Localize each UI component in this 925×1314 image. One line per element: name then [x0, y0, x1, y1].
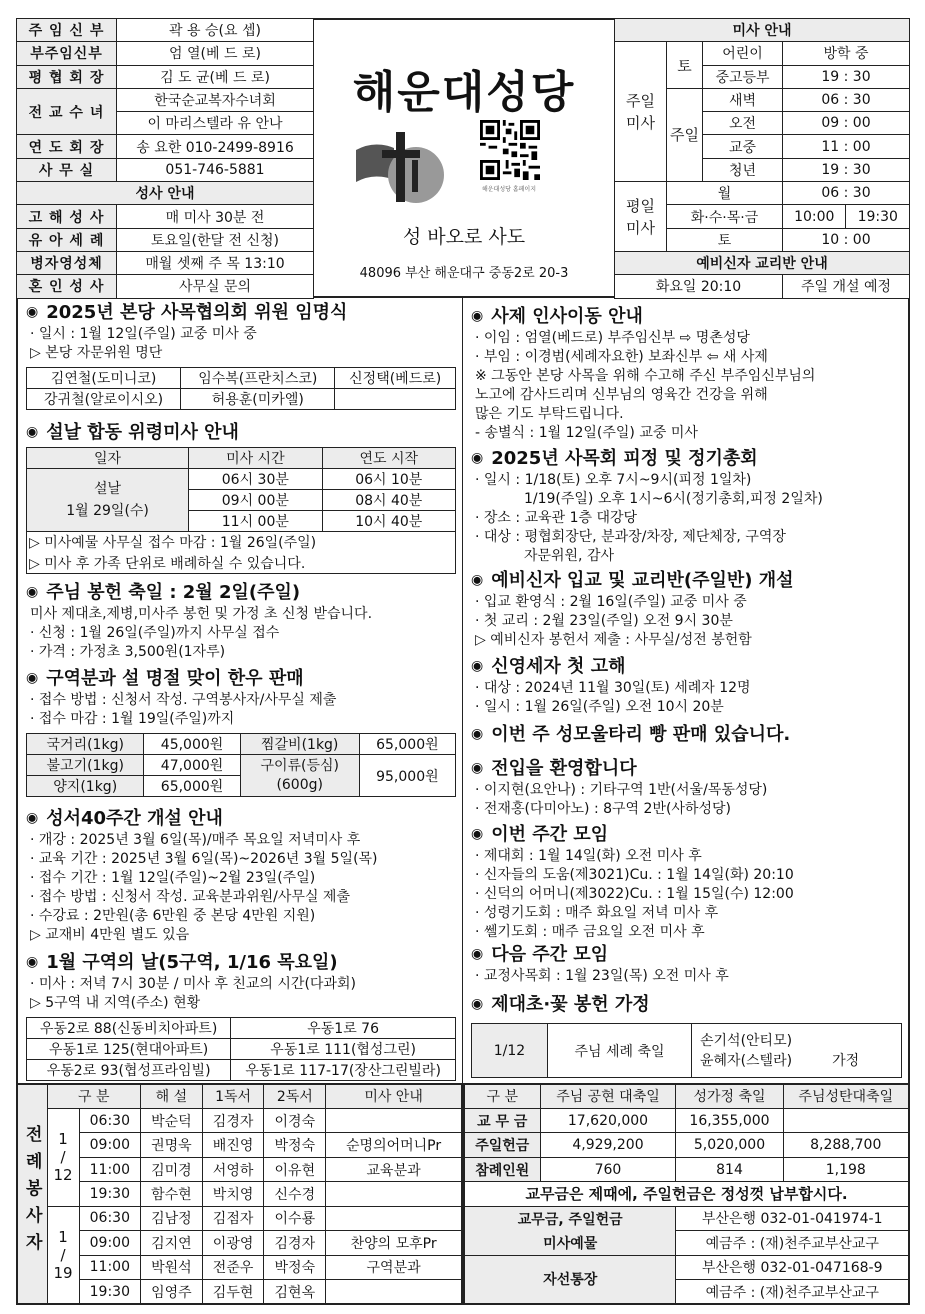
service-date: 1 / 12 [47, 1108, 79, 1206]
bullet-icon: ◉ [471, 996, 484, 1012]
bullet-icon: ◉ [26, 810, 39, 826]
sacrament-key: 유 아 세 례 [17, 228, 117, 251]
mass-name: 오전 [703, 112, 783, 135]
server-name: 박정숙 [264, 1133, 326, 1157]
sacrament-value: 토요일(한달 전 신청) [117, 228, 314, 251]
section-beef-sale [26, 666, 456, 797]
saturday-label: 토 [667, 42, 703, 89]
amount: 4,929,200 [540, 1133, 676, 1157]
mass-time: 06시 30분 [189, 469, 322, 490]
row-label: 주일헌금 [464, 1133, 540, 1157]
amount: 5,020,000 [676, 1133, 783, 1157]
line: · 일시 : 1월 26일(주일) 오전 10시 20분 [475, 699, 724, 715]
account-label: 교무금, 주일헌금 [464, 1206, 676, 1230]
server-name: 박정숙 [264, 1255, 326, 1279]
mass-time: 06 : 30 [783, 88, 910, 111]
beef-price-table [26, 733, 456, 797]
bullet-icon: ◉ [471, 572, 484, 588]
line: 노고에 감사드리며 신부님의 영육간 건강을 위해 [475, 387, 768, 403]
amount: 8,288,700 [783, 1133, 909, 1157]
line: · 입교 환영식 : 2월 16일(주일) 교중 미사 중 [475, 594, 747, 610]
product-name: 불고기(1kg) [27, 755, 144, 776]
line: · 접수 방법 : 신청서 작성. 구역봉사자/사무실 제출 [30, 692, 337, 708]
mass-guide [326, 1206, 462, 1230]
offering-table [471, 1023, 902, 1078]
staff-key: 주 임 신 부 [17, 19, 117, 42]
offering-family: 가정 [832, 1052, 860, 1069]
count: 1,198 [783, 1157, 909, 1181]
line: - 송별식 : 1월 12일(주일) 교중 미사 [475, 425, 698, 441]
server-name: 권명욱 [141, 1133, 203, 1157]
bullet-icon: ◉ [26, 954, 39, 970]
servers-label: 전례봉사자 [21, 1124, 42, 1260]
weekday-mass-label: 평일 미사 [615, 182, 667, 252]
line: 미사 제대초,제병,미사주 봉헌 및 가정 초 신청 받습니다. [30, 606, 373, 622]
account-holder: 예금주 : (재)천주교부산교구 [676, 1280, 909, 1305]
product-name: 국거리(1kg) [27, 734, 144, 755]
col-header: 구 분 [464, 1084, 540, 1108]
mass-name: 청년 [703, 158, 783, 181]
area-address: 우동1로 125(현대아파트) [27, 1039, 231, 1060]
mass-name: 어린이 [703, 42, 783, 65]
line: · 신덕의 어머니(제3022)Cu. : 1월 15일(수) 12:00 [475, 886, 794, 902]
sacrament-key: 고 해 성 사 [17, 205, 117, 228]
area-address: 우동1로 111(협성그린) [231, 1039, 456, 1060]
catechumen-time: 화요일 20:10 [615, 275, 783, 298]
bullet-icon: ◉ [471, 826, 484, 842]
line: ▷ 예비신자 봉헌서 제출 : 사무실/성전 봉헌함 [475, 632, 752, 648]
line: · 가격 : 가정초 3,500원(1자루) [30, 644, 226, 660]
count: 814 [676, 1157, 783, 1181]
line: · 성령기도회 : 매주 화요일 저녁 미사 후 [475, 905, 719, 921]
section-council [26, 300, 456, 410]
service-time: 19:30 [79, 1182, 140, 1206]
col-header: 일자 [27, 448, 189, 469]
section-next-week [471, 942, 902, 986]
amount [783, 1108, 909, 1132]
server-name: 이수룡 [264, 1206, 326, 1230]
bullet-icon: ◉ [471, 308, 484, 324]
product-name: (600g) [276, 776, 323, 793]
advisor-name: 임수복(프란치스코) [181, 368, 335, 389]
service-time: 09:00 [79, 1231, 140, 1255]
line: · 접수 기간 : 1월 12일(주일)~2월 23일(주일) [30, 870, 316, 886]
note: ▷ 미사 후 가족 단위로 배례하실 수 있습니다. [27, 553, 456, 574]
mass-guide [326, 1182, 462, 1206]
service-time: 09:00 [79, 1133, 140, 1157]
section-retreat [471, 446, 902, 566]
line: · 이지현(요안나) : 기타구역 1반(서울/목동성당) [475, 782, 768, 798]
line: ※ 그동안 본당 사목을 위해 수고해 주신 부주임신부님의 [475, 368, 816, 384]
mass-name: 새벽 [703, 88, 783, 111]
memorial-date: 1월 29일(수) [66, 503, 149, 519]
product-name: 찜갈비(1kg) [240, 734, 359, 755]
staff-value: 엄 열(베 드 로) [117, 42, 314, 65]
staff-key: 연 도 회 장 [17, 135, 117, 158]
line: · 미사 : 저녁 7시 30분 / 미사 후 친교의 시간(다과회) [30, 976, 356, 992]
advisor-name: 김연철(도미니코) [27, 368, 181, 389]
section-priest-transfer [471, 304, 902, 443]
section-title: 사제 인사이동 안내 [491, 306, 643, 327]
bank-account: 부산은행 032-01-041974-1 [676, 1206, 909, 1230]
server-name: 박순덕 [141, 1108, 203, 1132]
bullet-icon: ◉ [26, 584, 39, 600]
col-header: 1독서 [202, 1084, 264, 1108]
offering-feast: 주님 세례 축일 [548, 1024, 692, 1078]
mass-guide: 구역분과 [326, 1255, 462, 1279]
line: · 개강 : 2025년 3월 6일(목)/매주 목요일 저녁미사 후 [30, 832, 361, 848]
sacrament-value: 매월 셋째 주 목 13:10 [117, 251, 314, 274]
bullet-icon: ◉ [471, 726, 484, 742]
account-label: 자선통장 [464, 1255, 676, 1304]
line: · 장소 : 교육관 1층 대강당 [475, 510, 638, 526]
liturgy-servers-table [16, 1083, 463, 1305]
server-name: 김현옥 [264, 1280, 326, 1305]
line: 많은 기도 부탁드립니다. [475, 406, 624, 422]
bullet-icon: ◉ [26, 670, 39, 686]
staff-table [16, 18, 314, 299]
product-price: 45,000원 [144, 734, 240, 755]
section-title: 설날 합동 위령미사 안내 [46, 422, 239, 443]
bank-account: 부산은행 032-01-047168-9 [676, 1255, 909, 1279]
section-memorial-mass [26, 420, 456, 574]
line: ▷ 본당 자문위원 명단 [30, 345, 163, 361]
server-name: 배진영 [202, 1133, 264, 1157]
product-price: 95,000원 [359, 755, 455, 797]
line: · 접수 마감 : 1월 19일(주일)까지 [30, 711, 235, 727]
product-price: 65,000원 [144, 776, 240, 797]
col-header: 미사 시간 [189, 448, 322, 469]
server-name: 이광영 [202, 1231, 264, 1255]
product-price: 65,000원 [359, 734, 455, 755]
server-name: 김점자 [202, 1206, 264, 1230]
mass-time: 09시 00분 [189, 490, 322, 511]
sacrament-value: 매 미사 30분 전 [117, 205, 314, 228]
advisor-name [335, 389, 456, 410]
prayer-time: 08시 40분 [322, 490, 455, 511]
section-altar-offering [471, 992, 902, 1078]
section-title: 2025년 본당 사목협의회 위원 임명식 [46, 302, 348, 323]
mass-time: 11시 00분 [189, 511, 322, 532]
server-name: 김미경 [141, 1157, 203, 1181]
note: ▷ 미사예물 사무실 접수 마감 : 1월 26일(주일) [27, 532, 456, 553]
staff-key: 사 무 실 [17, 158, 117, 181]
section-title: 이번 주간 모임 [491, 824, 609, 845]
section-presentation-feast [26, 580, 456, 662]
count: 760 [540, 1157, 676, 1181]
section-welcome [471, 756, 902, 819]
amount: 16,355,000 [676, 1108, 783, 1132]
left-column [16, 298, 463, 1083]
payment-notice: 교무금은 제때에, 주일헌금은 정성껏 납부합시다. [464, 1182, 909, 1206]
right-column [463, 298, 910, 1083]
section-title: 다음 주간 모임 [491, 944, 609, 965]
account-holder: 예금주 : (재)천주교부산교구 [676, 1231, 909, 1255]
sunday-mass-label: 주일 미사 [615, 42, 667, 182]
line: 1/19(주일) 오후 1시~6시(정기총회,피정 2일차) [475, 491, 823, 507]
section-first-confession [471, 654, 902, 717]
section-title: 성서40주간 개설 안내 [46, 808, 223, 829]
qr-code-icon[interactable] [480, 120, 540, 180]
area-address: 우동1로 76 [231, 1018, 456, 1039]
line: · 신자들의 도움(제3021)Cu. : 1월 14일(화) 20:10 [475, 867, 794, 883]
mass-time: 09 : 00 [783, 112, 910, 135]
mass-guide [326, 1108, 462, 1132]
mass-guide [326, 1280, 462, 1305]
prayer-time: 10시 40분 [322, 511, 455, 532]
advisor-name: 허용훈(미카엘) [181, 389, 335, 410]
product-price: 47,000원 [144, 755, 240, 776]
offering-name: 윤혜자(스텔라) [700, 1052, 793, 1069]
bullet-icon: ◉ [471, 946, 484, 962]
catechumen-sunday: 주일 개설 예정 [783, 275, 910, 298]
finance-table [463, 1083, 910, 1305]
line: · 접수 방법 : 신청서 작성. 교육분과위원/사무실 제출 [30, 889, 350, 905]
service-date: 1 / 19 [47, 1206, 79, 1304]
church-logo-icon [354, 120, 444, 210]
area-address: 우동2로 93(협성프라임빌) [27, 1060, 231, 1081]
area-table [26, 1017, 456, 1081]
sacrament-title: 성사 안내 [17, 182, 314, 205]
bullet-icon: ◉ [471, 658, 484, 674]
line: · 일시 : 1월 12일(주일) 교중 미사 중 [30, 326, 257, 342]
line: ▷ 교재비 4만원 별도 있음 [30, 927, 190, 943]
server-name: 이경숙 [264, 1108, 326, 1132]
mass-name: 중고등부 [703, 65, 783, 88]
line: · 대상 : 2024년 11월 30일(토) 세례자 12명 [475, 680, 751, 696]
memorial-date: 설날 [94, 481, 122, 497]
product-name: 구이류(등심) [260, 757, 339, 774]
server-name: 김남정 [141, 1206, 203, 1230]
church-name: 해운대성당 [352, 67, 576, 118]
service-time: 06:30 [79, 1108, 140, 1132]
offering-date: 1/12 [472, 1024, 548, 1078]
sacrament-key: 병자영성체 [17, 251, 117, 274]
mass-time: 06 : 30 [783, 182, 910, 205]
mass-guide: 찬양의 모후Pr [326, 1231, 462, 1255]
advisor-name: 신정택(베드로) [335, 368, 456, 389]
patron-saint: 성 바오로 사도 [402, 226, 526, 248]
server-name: 박치영 [202, 1182, 264, 1206]
staff-key: 평 협 회 장 [17, 65, 117, 88]
area-address: 우동2로 88(신동비치아파트) [27, 1018, 231, 1039]
mass-guide: 순명의어머니Pr [326, 1133, 462, 1157]
section-title: 2025년 사목회 피정 및 정기총회 [491, 448, 758, 469]
section-title: 주님 봉헌 축일 : 2월 2일(주일) [46, 582, 301, 603]
server-name: 이유현 [264, 1157, 326, 1181]
server-name: 전준우 [202, 1255, 264, 1279]
service-time: 19:30 [79, 1280, 140, 1305]
qr-caption: 해운대성당 홈페이지 [481, 186, 537, 193]
mass-time: 19:30 [846, 205, 910, 228]
product-name: 양지(1kg) [27, 776, 144, 797]
line: · 제대회 : 1월 14일(화) 오전 미사 후 [475, 848, 702, 864]
line: · 부임 : 이경범(세례자요한) 보좌신부 ⇦ 새 사제 [475, 349, 768, 365]
service-time: 11:00 [79, 1255, 140, 1279]
line: · 이임 : 엄열(베드로) 부주임신부 ⇨ 명촌성당 [475, 330, 750, 346]
col-header: 구 분 [47, 1084, 141, 1108]
col-header: 미사 안내 [326, 1084, 462, 1108]
line: · 교정사목회 : 1월 23일(목) 오전 미사 후 [475, 968, 729, 984]
mass-info-title: 미사 안내 [615, 19, 910, 42]
mass-guide: 교육분과 [326, 1157, 462, 1181]
section-bread-sale [471, 722, 902, 747]
server-name: 신수경 [264, 1182, 326, 1206]
mass-name: 교중 [703, 135, 783, 158]
row-label: 교 무 금 [464, 1108, 540, 1132]
section-title: 1월 구역의 날(5구역, 1/16 목요일) [46, 952, 338, 973]
mass-time: 10 : 00 [783, 228, 910, 251]
staff-value: 김 도 균(베 드 로) [117, 65, 314, 88]
church-header [314, 18, 614, 298]
section-title: 이번 주 성모울타리 빵 판매 있습니다. [491, 724, 791, 745]
col-header: 성가정 축일 [676, 1084, 783, 1108]
col-header: 2독서 [264, 1084, 326, 1108]
advisor-table [26, 367, 456, 410]
line: · 전재홍(다미아노) : 8구역 2반(사하성당) [475, 801, 731, 817]
server-name: 김경자 [264, 1231, 326, 1255]
col-header: 해 설 [141, 1084, 203, 1108]
mass-name: 월 [667, 182, 783, 205]
mass-time: 방학 중 [783, 42, 910, 65]
mass-time: 19 : 30 [783, 65, 910, 88]
section-bible-course [26, 806, 456, 945]
line: 자문위원, 감사 [475, 548, 614, 564]
section-title: 제대초·꽃 봉헌 가정 [491, 994, 650, 1015]
staff-value: 한국순교복자수녀회 [117, 88, 314, 111]
server-name: 김두현 [202, 1280, 264, 1305]
section-title: 전입을 환영합니다 [491, 758, 637, 779]
line: · 교육 기간 : 2025년 3월 6일(목)~2026년 3월 5일(목) [30, 851, 378, 867]
area-address: 우동1로 117-17(장산그린빌라) [231, 1060, 456, 1081]
bullet-icon: ◉ [26, 424, 39, 440]
mass-time: 10:00 [783, 205, 846, 228]
staff-value: 이 마리스텔라 유 안나 [117, 112, 314, 135]
sacrament-value: 사무실 문의 [117, 275, 314, 298]
church-address: 48096 부산 해운대구 중동2로 20-3 [359, 266, 569, 281]
section-district-day [26, 950, 456, 1081]
line: · 쎌기도회 : 매주 금요일 오전 미사 후 [475, 924, 705, 940]
prayer-time: 06시 10분 [322, 469, 455, 490]
server-name: 김지연 [141, 1231, 203, 1255]
col-header: 주님성탄대축일 [783, 1084, 909, 1108]
sunday-label: 주일 [667, 88, 703, 181]
section-catechumen [471, 568, 902, 650]
line: · 신청 : 1월 26일(주일)까지 사무실 접수 [30, 625, 280, 641]
sacrament-key: 혼 인 성 사 [17, 275, 117, 298]
office-phone: 051-746-5881 [117, 158, 314, 181]
server-name: 김경자 [202, 1108, 264, 1132]
account-label: 미사예물 [464, 1231, 676, 1255]
bullet-icon: ◉ [471, 760, 484, 776]
section-this-week [471, 822, 902, 942]
line: · 대상 : 평협회장단, 분과장/차장, 제단체장, 구역장 [475, 529, 786, 545]
memorial-table [26, 447, 456, 574]
server-name: 박원석 [141, 1255, 203, 1279]
section-title: 구역분과 설 명절 맞이 한우 판매 [46, 668, 304, 689]
col-header: 연도 시작 [322, 448, 455, 469]
mass-schedule-table [614, 18, 910, 299]
line: ▷ 5구역 내 지역(주소) 현황 [30, 995, 201, 1011]
service-time: 06:30 [79, 1206, 140, 1230]
col-header: 주님 공현 대축일 [540, 1084, 676, 1108]
mass-name: 화·수·목·금 [667, 205, 783, 228]
catechumen-title: 예비신자 교리반 안내 [615, 251, 910, 274]
mass-time: 19 : 30 [783, 158, 910, 181]
bullet-icon: ◉ [471, 450, 484, 466]
advisor-name: 강귀철(알로이시오) [27, 389, 181, 410]
line: · 수강료 : 2만원(총 6만원 중 본당 4만원 지원) [30, 908, 316, 924]
section-title: 신영세자 첫 고해 [491, 656, 626, 677]
line: · 첫 교리 : 2월 23일(주일) 오전 9시 30분 [475, 613, 733, 629]
server-name: 서영하 [202, 1157, 264, 1181]
staff-key: 전 교 수 녀 [17, 88, 117, 135]
offering-name: 손기석(안티모) [700, 1032, 793, 1049]
staff-value: 곽 용 승(요 셉) [117, 19, 314, 42]
line: · 일시 : 1/18(토) 오후 7시~9시(피정 1일차) [475, 472, 752, 488]
bullet-icon: ◉ [26, 304, 39, 320]
service-time: 11:00 [79, 1157, 140, 1181]
staff-value: 송 요한 010-2499-8916 [117, 135, 314, 158]
server-name: 임영주 [141, 1280, 203, 1305]
mass-name: 토 [667, 228, 783, 251]
mass-time: 11 : 00 [783, 135, 910, 158]
section-title: 예비신자 입교 및 교리반(주일반) 개설 [491, 570, 794, 591]
row-label: 참례인원 [464, 1157, 540, 1181]
server-name: 함수현 [141, 1182, 203, 1206]
amount: 17,620,000 [540, 1108, 676, 1132]
staff-key: 부주임신부 [17, 42, 117, 65]
